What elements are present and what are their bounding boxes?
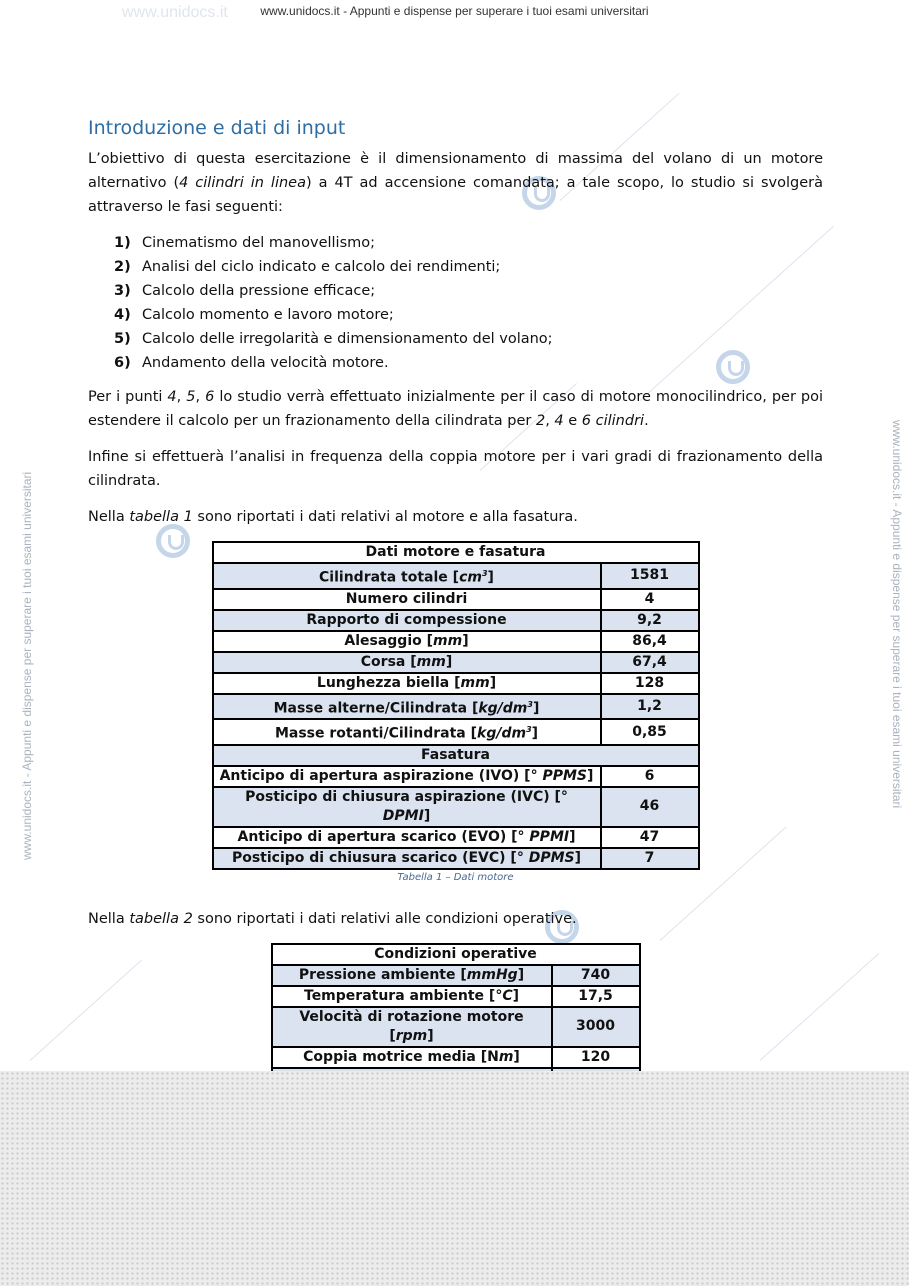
row-value: 1,2: [601, 694, 699, 720]
list-text: Calcolo delle irregolarità e dimensionamento del volano;: [142, 331, 553, 347]
table-row: [213, 673, 699, 694]
table-row: [213, 694, 699, 720]
row-label: Alesaggio [mm]: [213, 631, 601, 652]
row-value: 0,85: [601, 719, 699, 745]
text-run: L’obiettivo di questa esercitazione è il dimensionamento di massima del volano di un motore alternativo (: [88, 151, 823, 191]
side-watermark-left: www.unidocs.it - Appunti e dispense per superare i tuoi esami universitari: [20, 471, 34, 860]
row-label: Velocità di rotazione motore [rpm]: [272, 1007, 552, 1047]
list-item: [114, 279, 823, 303]
table-section-title: Fasatura: [213, 745, 699, 766]
row-value: 86,4: [601, 631, 699, 652]
row-label: Anticipo di apertura scarico (EVO) [° PPMI]: [213, 827, 601, 848]
table-title: Condizioni operative: [272, 944, 640, 965]
table-row: [272, 986, 640, 1007]
ghost-watermark: www.unidocs.it: [122, 4, 228, 21]
row-value: 46: [601, 787, 699, 827]
side-watermark-right: www.unidocs.it - Appunti e dispense per superare i tuoi esami universitari: [890, 420, 904, 809]
text-run-italic: tabella 1: [129, 509, 193, 525]
list-number: 3): [114, 283, 131, 299]
table-row: [213, 719, 699, 745]
table-title-row: [213, 542, 699, 563]
row-label: Masse alterne/Cilindrata $[kg/dm^3]$: [213, 694, 601, 720]
table1-intro-paragraph: [88, 505, 823, 529]
table-row: [213, 848, 699, 869]
table-row: [213, 610, 699, 631]
list-text: Analisi del ciclo indicato e calcolo dei rendimenti;: [142, 259, 501, 275]
row-value: 67,4: [601, 652, 699, 673]
page-banner: www.unidocs.it - Appunti e dispense per superare i tuoi esami universitari: [260, 4, 649, 18]
list-text: Cinematismo del manovellismo;: [142, 235, 376, 251]
table-row: [272, 1007, 640, 1047]
list-item: [114, 303, 823, 327]
list-text: Calcolo della pressione efficace;: [142, 283, 376, 299]
table-row: [213, 766, 699, 787]
table-row: [213, 563, 699, 589]
row-value: 9,2: [601, 610, 699, 631]
row-label: Posticipo di chiusura aspirazione (IVC) [° DPMI]: [213, 787, 601, 827]
table-title: Dati motore e fasatura: [213, 542, 699, 563]
text-run: ) a 4T ad accensione comandata; a tale scopo, lo studio si svolgerà attraverso le fasi seguenti:: [88, 175, 823, 215]
text-run: ,: [195, 389, 206, 405]
text-run-italic: 5: [186, 389, 196, 405]
text-run-italic: 6 cilindri: [581, 413, 645, 429]
text-run: .: [644, 413, 649, 429]
list-number: 6): [114, 355, 131, 371]
text-run: Nella: [88, 509, 130, 525]
frequency-paragraph: Infine si effettuerà l’analisi in frequenza della coppia motore per i vari gradi di frazionamento della cilindrata.: [88, 449, 823, 489]
row-label: Anticipo di apertura aspirazione (IVO) [° PPMS]: [213, 766, 601, 787]
text-run-italic: 4: [167, 389, 177, 405]
list-item: [114, 351, 823, 375]
text-run-italic: tabella 2: [129, 910, 193, 927]
list-number: 5): [114, 331, 131, 347]
row-value: 17,5: [552, 986, 640, 1007]
operating-conditions-table: [271, 943, 641, 1090]
table-row: [213, 652, 699, 673]
text-run-italic: 6: [205, 389, 215, 405]
row-value: 128: [601, 673, 699, 694]
row-value: 120: [552, 1047, 640, 1068]
row-value: 1581: [601, 563, 699, 589]
row-label: Coppia motrice media [Nm]: [272, 1047, 552, 1068]
row-value: 4: [601, 589, 699, 610]
text-run: ,: [545, 413, 555, 429]
table-row: [272, 965, 640, 986]
list-text: Calcolo momento e lavoro motore;: [142, 307, 394, 323]
table-row: [213, 589, 699, 610]
table-row: [213, 827, 699, 848]
row-label: Masse rotanti/Cilindrata $[kg/dm^3]$: [213, 719, 601, 745]
row-value: 3000: [552, 1007, 640, 1047]
list-number: 1): [114, 235, 131, 251]
text-run: lo studio verrà effettuato inizialmente per il caso di motore monocilindrico, per poi estendere il calcolo per un frazionamento della cilindrata per: [88, 389, 824, 429]
table1-caption: Tabella 1 – Dati motore: [397, 871, 514, 883]
table2-intro-paragraph: [88, 907, 823, 931]
table-section-row: [213, 745, 699, 766]
text-run: sono riportati i dati relativi alle condizioni operative.: [192, 910, 577, 927]
row-value: 47: [601, 827, 699, 848]
table-row: [272, 1047, 640, 1068]
row-label: Lunghezza biella [mm]: [213, 673, 601, 694]
row-label: Pressione ambiente [mmHg]: [272, 965, 552, 986]
row-value: 740: [552, 965, 640, 986]
list-item: [114, 327, 823, 351]
intro-paragraph: [88, 147, 823, 219]
list-item: [114, 231, 823, 255]
row-label: Corsa [mm]: [213, 652, 601, 673]
list-item: [114, 255, 823, 279]
list-number: 4): [114, 307, 131, 323]
list-text: Andamento della velocità motore.: [142, 355, 389, 371]
text-run: Per i punti: [88, 389, 168, 405]
row-value: 6: [601, 766, 699, 787]
row-label: Cilindrata totale $[cm^3]$: [213, 563, 601, 589]
row-label: Posticipo di chiusura scarico (EVC) [° DPMS]: [213, 848, 601, 869]
points-paragraph: [88, 385, 823, 433]
row-label: Numero cilindri: [213, 589, 601, 610]
text-run: e: [563, 413, 582, 429]
text-run: ,: [176, 389, 187, 405]
table-row: [213, 631, 699, 652]
text-run-italic: 4: [554, 413, 564, 429]
table-row: [213, 787, 699, 827]
engine-data-table: [212, 541, 700, 870]
text-run-italic: 2: [535, 413, 546, 429]
section-heading: Introduzione e dati di input: [88, 117, 346, 139]
text-run: sono riportati i dati relativi al motore e alla fasatura.: [192, 509, 578, 525]
table-title-row: [272, 944, 640, 965]
text-run: Nella: [88, 910, 130, 927]
row-label: Rapporto di compessione: [213, 610, 601, 631]
preview-blur-overlay: [0, 1071, 909, 1286]
row-label: Temperatura ambiente [°C]: [272, 986, 552, 1007]
document-body: [88, 117, 823, 1090]
steps-list: [88, 231, 823, 375]
row-value: 7: [601, 848, 699, 869]
text-run-italic: 4 cilindri in linea: [179, 175, 306, 191]
list-number: 2): [114, 259, 131, 275]
